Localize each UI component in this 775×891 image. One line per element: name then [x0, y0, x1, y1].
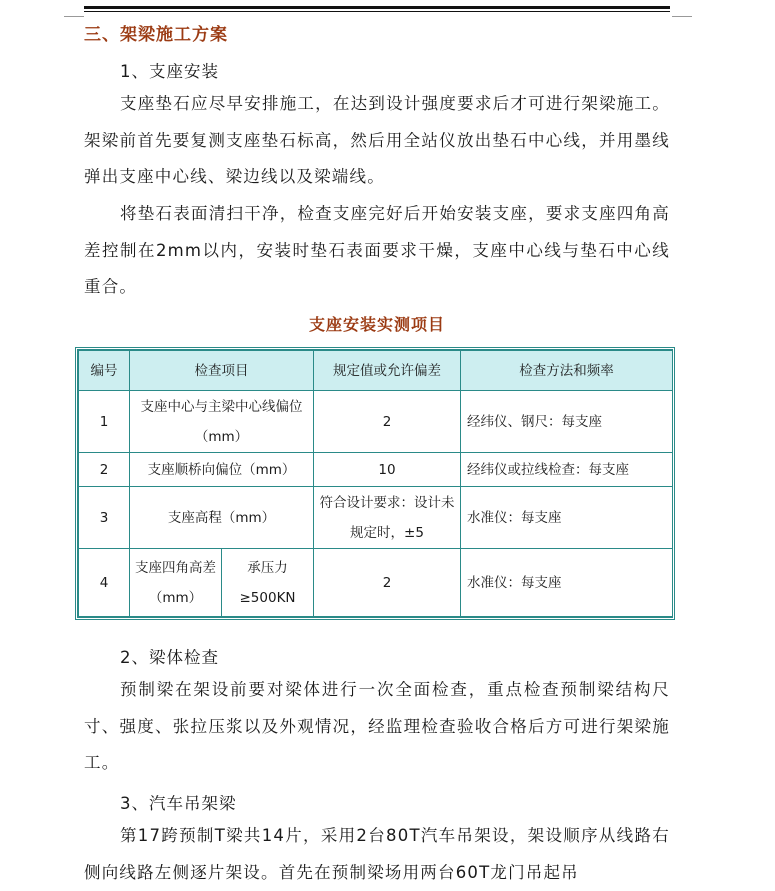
- row-number: 3: [79, 487, 130, 549]
- table-row: [79, 487, 673, 549]
- table-row: [79, 549, 673, 617]
- header-rule: [84, 6, 670, 12]
- row-item: 支座四角高差（mm）: [130, 549, 222, 617]
- header-item: 检查项目: [130, 351, 314, 391]
- row-number: 1: [79, 391, 130, 453]
- header-method: 检查方法和频率: [461, 351, 673, 391]
- header-number: 编号: [79, 351, 130, 391]
- row-value: 2: [314, 549, 461, 617]
- row-value: 10: [314, 453, 461, 487]
- row-number: 4: [79, 549, 130, 617]
- subheading-beam-check: 2、梁体检查: [120, 648, 219, 667]
- paragraph-beam-check: 预制梁在架设前要对梁体进行一次全面检查，重点检查预制梁结构尺寸、强度、张拉压浆以及外观情况，经监理检查验收合格后方可进行架梁施工。: [84, 680, 670, 773]
- row-value: 符合设计要求：设计未规定时，±5: [314, 487, 461, 549]
- row-item: 支座顺桥向偏位（mm）: [130, 453, 314, 487]
- subheading-bearing-install: 1、支座安装: [120, 62, 219, 81]
- row-method: 水准仪：每支座: [461, 549, 673, 617]
- margin-mark-right: [672, 16, 692, 17]
- paragraph-bearing-install: 将垫石表面清扫干净，检查支座完好后开始安装支座，要求支座四角高差控制在2mm以内，安装时垫石表面要求干燥，支座中心线与垫石中心线重合。: [84, 204, 670, 297]
- row-item: 支座高程（mm）: [130, 487, 314, 549]
- subheading-crane-erection: 3、汽车吊架梁: [120, 794, 237, 813]
- header-tolerance: 规定值或允许偏差: [314, 351, 461, 391]
- table-row: [79, 453, 673, 487]
- table-row: [79, 391, 673, 453]
- row-method: 水准仪：每支座: [461, 487, 673, 549]
- row-item-sub: 承压力≥500KN: [222, 549, 314, 617]
- paragraph-crane-erection: 第17跨预制T梁共14片，采用2台80T汽车吊架设，架设顺序从线路右侧向线路左侧逐片架设。首先在预制梁场用两台60T龙门吊起吊: [84, 826, 670, 882]
- row-method: 经纬仪或拉线检查：每支座: [461, 453, 673, 487]
- row-number: 2: [79, 453, 130, 487]
- row-value: 2: [314, 391, 461, 453]
- paragraph-bearing-pad: 支座垫石应尽早安排施工，在达到设计强度要求后才可进行架梁施工。架梁前首先要复测支座垫石标高，然后用全站仪放出垫石中心线，并用墨线弹出支座中心线、梁边线以及梁端线。: [84, 94, 670, 187]
- table-caption: 支座安装实测项目: [308, 315, 445, 334]
- row-method: 经纬仪、钢尺：每支座: [461, 391, 673, 453]
- margin-mark-left: [64, 16, 84, 17]
- row-item: 支座中心与主梁中心线偏位（mm）: [130, 391, 314, 453]
- inspection-table: [75, 347, 675, 620]
- section-title: 三、架梁施工方案: [84, 25, 228, 45]
